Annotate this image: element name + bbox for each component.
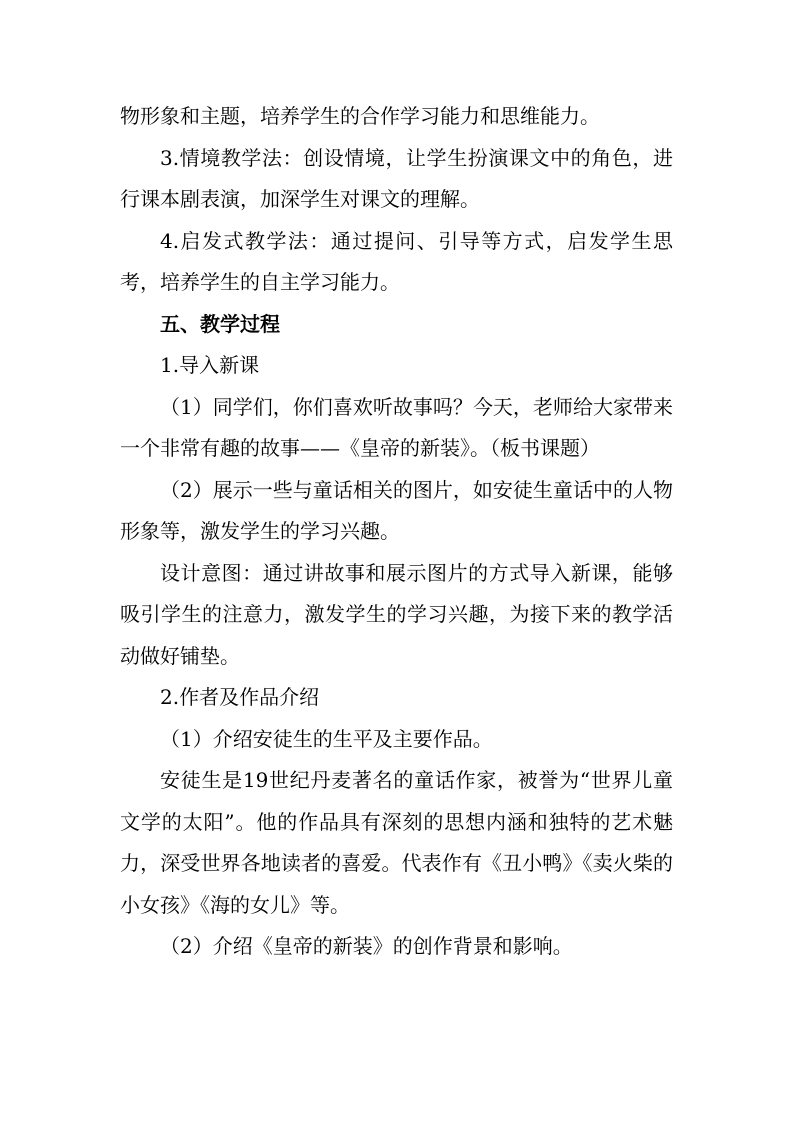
section-heading: 五、教学过程 [160, 311, 280, 336]
paragraph-method-4: 4.启发式教学法：通过提问、引导等方式，启发学生思考，培养学生的自主学习能力。 [120, 228, 673, 294]
paragraph-continued: 物形象和主题，培养学生的合作学习能力和思维能力。 [120, 104, 600, 128]
subheading-import: 1.导入新课 [160, 353, 260, 377]
subheading-author: 2.作者及作品介绍 [160, 685, 320, 709]
paragraph-design-intent: 设计意图：通过讲故事和展示图片的方式导入新课，能够吸引学生的注意力，激发学生的学习兴趣，为接下来的教学活动做好铺垫。 [120, 560, 673, 668]
paragraph-method-3: 3.情境教学法：创设情境，让学生扮演课文中的角色，进行课本剧表演，加深学生对课文的理解。 [120, 145, 673, 211]
paragraph-import-1: （1）同学们，你们喜欢听故事吗？今天，老师给大家带来一个非常有趣的故事——《皇帝的新装》。（板书课题） [120, 394, 673, 460]
paragraph-author-bio: 安徒生是19世纪丹麦著名的童话作家，被誉为“世界儿童文学的太阳”。他的作品具有深刻的思想内涵和独特的艺术魅力，深受世界各地读者的喜爱。代表作有《丑小鸭》《卖火柴的小女孩》《海的女儿》等。 [120, 768, 673, 917]
document-body [120, 96, 673, 968]
paragraph-author-1: （1）介绍安徒生的生平及主要作品。 [160, 726, 493, 751]
paragraph-author-2: （2）介绍《皇帝的新装》的创作背景和影响。 [160, 934, 573, 958]
paragraph-import-2: （2）展示一些与童话相关的图片，如安徒生童话中的人物形象等，激发学生的学习兴趣。 [120, 477, 673, 543]
